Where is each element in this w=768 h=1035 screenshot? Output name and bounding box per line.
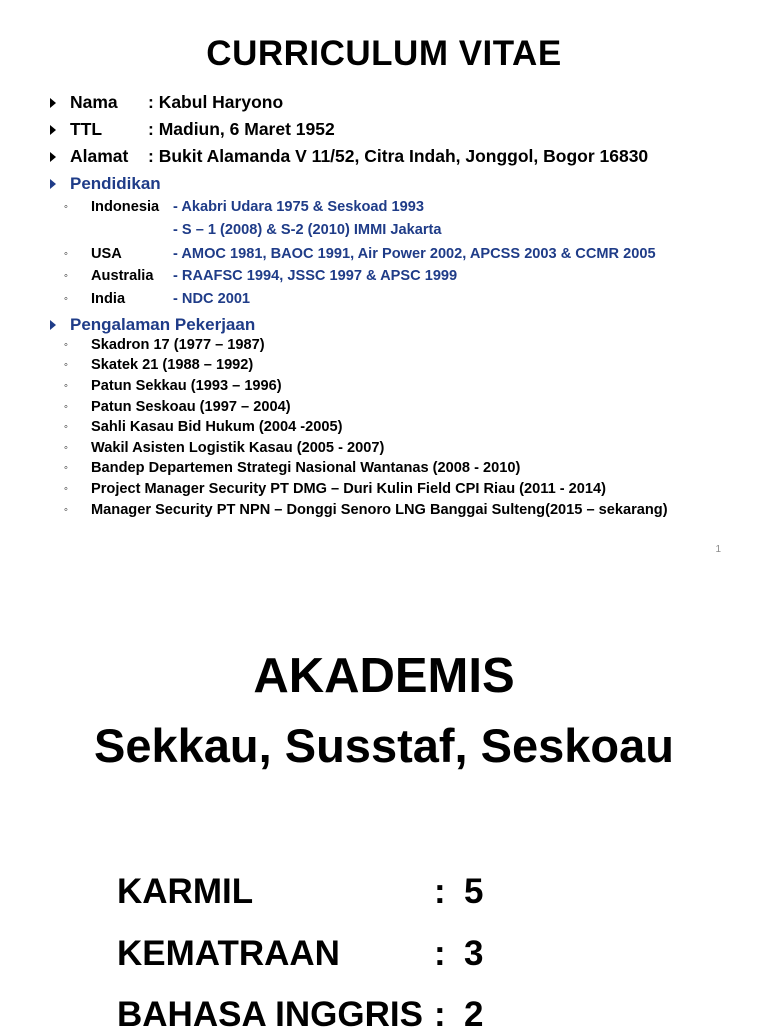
circle-bullet-icon: ◦ [64, 504, 68, 516]
circle-bullet-icon: ◦ [64, 483, 68, 495]
personal-label: Nama [70, 92, 118, 112]
education-detail: - Akabri Udara 1975 & Seskoad 1993 [173, 199, 424, 215]
personal-item-name [50, 92, 283, 113]
education-detail: - NDC 2001 [173, 291, 251, 307]
personal-item-ttl [50, 119, 335, 140]
score-label: BAHASA INGGRIS [117, 995, 423, 1034]
score-colon: : [434, 872, 446, 911]
education-detail: - S – 1 (2008) & S-2 (2010) IMMI Jakarta [173, 222, 442, 238]
experience-item: ◦ Manager Security PT NPN – Donggi Senoro LNG Banggai Sulteng(2015 – sekarang) [64, 502, 668, 518]
experience-item: ◦ Wakil Asisten Logistik Kasau (2005 - 2007) [64, 440, 385, 456]
education-country: Australia [91, 268, 154, 284]
page-number: 1 [715, 544, 721, 555]
score-value: 2 [464, 995, 484, 1034]
circle-bullet-icon: ◦ [64, 401, 68, 413]
score-colon: : [434, 995, 446, 1034]
circle-bullet-icon: ◦ [64, 359, 68, 371]
education-country: Indonesia [91, 199, 160, 215]
circle-bullet-icon: ◦ [64, 201, 68, 213]
experience-item: ◦ Bandep Departemen Strategi Nasional Wantanas (2008 - 2010) [64, 460, 521, 476]
score-row [117, 872, 483, 912]
experience-item: ◦ Project Manager Security PT DMG – Duri Kulin Field CPI Riau (2011 - 2014) [64, 481, 606, 497]
education-detail: - AMOC 1981, BAOC 1991, Air Power 2002, APCSS 2003 & CCMR 2005 [173, 246, 656, 262]
education-item [64, 246, 656, 262]
score-value: 3 [464, 934, 484, 973]
education-item [173, 222, 441, 238]
experience-item: ◦ Patun Seskoau (1997 – 2004) [64, 399, 291, 415]
akademis-subheading: Sekkau, Susstaf, Seskoau [94, 719, 674, 772]
education-item [64, 268, 457, 284]
personal-item-address [50, 146, 648, 167]
personal-label: Alamat [70, 146, 129, 166]
experience-item: ◦ Skatek 21 (1988 – 1992) [64, 357, 254, 373]
experience-item: ◦ Patun Sekkau (1993 – 1996) [64, 378, 282, 394]
score-label: KARMIL [117, 872, 254, 911]
personal-value: : Madiun, 6 Maret 1952 [148, 119, 335, 139]
score-colon: : [434, 934, 446, 973]
experience-item: ◦ Sahli Kasau Bid Hukum (2004 -2005) [64, 419, 343, 435]
education-country: USA [91, 246, 122, 262]
education-heading: Pendidikan [50, 174, 161, 194]
education-country: India [91, 291, 126, 307]
circle-bullet-icon: ◦ [64, 442, 68, 454]
score-value: 5 [464, 872, 484, 911]
personal-value: : Bukit Alamanda V 11/52, Citra Indah, Jonggol, Bogor 16830 [148, 146, 649, 166]
score-label: KEMATRAAN [117, 934, 340, 973]
page-title: CURRICULUM VITAE [206, 34, 562, 73]
circle-bullet-icon: ◦ [64, 421, 68, 433]
circle-bullet-icon: ◦ [64, 270, 68, 282]
circle-bullet-icon: ◦ [64, 339, 68, 351]
bullet-arrow-icon [50, 179, 56, 189]
personal-value: : Kabul Haryono [148, 92, 284, 112]
circle-bullet-icon: ◦ [64, 462, 68, 474]
score-row [117, 995, 483, 1035]
bullet-arrow-icon [50, 125, 56, 135]
personal-label: TTL [70, 119, 103, 139]
bullet-arrow-icon [50, 152, 56, 162]
slide-akademis [0, 576, 768, 1034]
akademis-heading: AKADEMIS [253, 649, 515, 703]
education-item [64, 199, 424, 215]
education-detail: - RAAFSC 1994, JSSC 1997 & APSC 1999 [173, 268, 458, 284]
bullet-arrow-icon [50, 98, 56, 108]
circle-bullet-icon: ◦ [64, 248, 68, 260]
bullet-arrow-icon [50, 320, 56, 330]
circle-bullet-icon: ◦ [64, 380, 68, 392]
score-row [117, 934, 483, 974]
experience-heading: Pengalaman Pekerjaan [50, 315, 255, 335]
education-item [64, 291, 250, 307]
circle-bullet-icon: ◦ [64, 293, 68, 305]
experience-item: ◦ Skadron 17 (1977 – 1987) [64, 337, 265, 353]
